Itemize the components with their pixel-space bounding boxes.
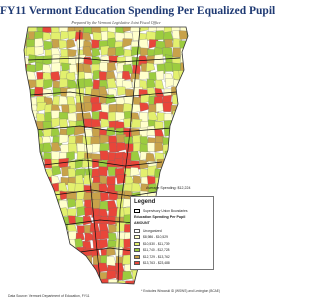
town-polygon: [20, 265, 29, 274]
town-polygon: [99, 239, 108, 249]
town-polygon: [19, 158, 28, 168]
town-polygon: [108, 224, 117, 233]
average-spending-label: Average Spending: $12,224: [146, 186, 191, 190]
town-polygon: [19, 191, 29, 200]
town-polygon: [20, 120, 30, 129]
legend-class-4: [134, 254, 170, 259]
legend-class-label: $13,763 - $23,488: [143, 261, 170, 265]
town-polygon: [27, 241, 37, 250]
town-polygon: [188, 40, 198, 51]
town-polygon: [52, 255, 61, 265]
town-polygon: [91, 103, 101, 112]
boundary-swatch: [134, 209, 140, 213]
town-polygon: [68, 31, 76, 40]
town-polygon: [69, 264, 78, 273]
town-polygon: [42, 281, 52, 290]
town-polygon: [21, 145, 31, 154]
town-polygon: [140, 279, 150, 289]
town-polygon: [180, 87, 189, 97]
town-polygon: [45, 230, 55, 240]
town-polygon: [109, 191, 118, 200]
legend-class-label: $11,740 - $12,728: [143, 248, 170, 252]
town-polygon: [37, 247, 47, 256]
town-polygon: [146, 153, 156, 162]
town-polygon: [66, 272, 75, 282]
town-polygon: [164, 63, 172, 72]
town-polygon: [20, 177, 29, 186]
legend-swatch: [134, 261, 140, 265]
town-polygon: [148, 23, 157, 32]
town-polygon: [180, 80, 188, 90]
town-polygon: [59, 79, 68, 88]
town-polygon: [59, 265, 69, 274]
town-polygon: [19, 151, 28, 160]
town-polygon: [180, 152, 189, 162]
town-polygon: [28, 137, 38, 146]
town-polygon: [165, 272, 174, 282]
town-polygon: [19, 279, 28, 289]
town-polygon: [51, 63, 61, 73]
town-polygon: [43, 192, 53, 201]
town-polygon: [28, 128, 38, 138]
town-polygon: [106, 270, 116, 279]
town-polygon: [37, 256, 45, 265]
town-polygon: [37, 240, 47, 250]
legend-measure: Education Spending Per Pupil: [134, 215, 186, 219]
town-polygon: [37, 184, 46, 193]
town-polygon: [187, 120, 196, 129]
town-polygon: [122, 39, 132, 48]
town-polygon: [181, 135, 191, 145]
legend-class-1: [134, 235, 168, 240]
town-polygon: [51, 118, 59, 128]
town-polygon: [67, 199, 76, 208]
town-polygon: [26, 281, 36, 290]
town-polygon: [132, 183, 142, 192]
town-polygon: [21, 239, 31, 248]
town-polygon: [155, 279, 164, 288]
town-polygon: [189, 271, 199, 281]
legend-swatch: [134, 235, 140, 239]
town-polygon: [188, 279, 197, 289]
legend-class-label: $8,986 - $10,529: [143, 235, 168, 239]
town-polygon: [67, 248, 77, 258]
town-polygon: [155, 142, 164, 152]
town-polygon: [36, 175, 45, 184]
town-polygon: [76, 255, 85, 264]
town-polygon: [21, 135, 30, 145]
town-polygon: [51, 208, 60, 217]
town-polygon: [163, 175, 171, 184]
town-polygon: [188, 64, 198, 74]
town-polygon: [149, 273, 159, 282]
town-polygon: [35, 47, 44, 56]
town-polygon: [59, 232, 68, 241]
town-polygon: [180, 120, 190, 129]
town-polygon: [100, 151, 109, 161]
town-polygon: [51, 215, 60, 225]
town-polygon: [60, 256, 70, 265]
footnote: * Excludes Winooski ID (WSWS) and Lexington (BCAE): [141, 289, 220, 293]
town-polygon: [27, 71, 36, 80]
town-polygon: [20, 208, 29, 217]
town-polygon: [170, 273, 180, 282]
town-polygon: [51, 223, 60, 232]
town-polygon: [36, 113, 45, 122]
town-polygon: [187, 160, 197, 169]
town-polygon: [50, 279, 60, 288]
town-polygon: [165, 39, 173, 48]
town-polygon: [26, 199, 36, 209]
town-polygon: [188, 167, 197, 177]
town-polygon: [20, 80, 28, 89]
town-polygon: [100, 193, 109, 202]
town-polygon: [68, 80, 78, 89]
town-polygon: [187, 127, 197, 136]
town-polygon: [53, 273, 63, 282]
town-polygon: [53, 88, 62, 97]
town-polygon: [82, 158, 93, 167]
town-polygon: [28, 184, 38, 194]
town-polygon: [187, 89, 197, 99]
town-polygon: [131, 104, 140, 113]
town-polygon: [52, 233, 60, 243]
town-polygon: [187, 96, 197, 105]
town-polygon: [181, 94, 190, 104]
town-polygon: [59, 249, 69, 258]
town-polygon: [19, 112, 29, 121]
town-polygon: [21, 247, 31, 256]
town-polygon: [28, 248, 38, 258]
town-polygon: [45, 208, 55, 218]
town-polygon: [69, 105, 77, 114]
map-subtitle: Prepared by the Vermont Legislative Joint Fiscal Office: [71, 20, 161, 25]
town-polygon: [21, 272, 30, 282]
town-polygon: [27, 207, 38, 217]
town-polygon: [140, 103, 150, 112]
town-polygon: [188, 113, 197, 123]
town-polygon: [189, 135, 199, 144]
town-polygon: [92, 144, 100, 153]
legend-swatch: [134, 248, 140, 252]
town-polygon: [52, 249, 61, 258]
town-polygon: [19, 184, 28, 193]
town-polygon: [29, 224, 39, 234]
town-polygon: [28, 257, 37, 266]
legend-swatch: [134, 242, 140, 246]
town-polygon: [29, 151, 38, 161]
town-polygon: [67, 256, 77, 266]
town-polygon: [164, 160, 173, 170]
town-polygon: [83, 265, 93, 275]
town-polygon: [19, 167, 29, 176]
town-polygon: [163, 102, 173, 112]
town-polygon: [74, 126, 85, 135]
town-polygon: [186, 104, 196, 114]
town-polygon: [44, 200, 54, 209]
town-polygon: [26, 216, 36, 225]
town-polygon: [156, 71, 164, 81]
town-polygon: [180, 176, 189, 185]
town-polygon: [36, 224, 45, 233]
data-source: Data Source: Vermont Department of Education, FY11: [8, 294, 90, 298]
town-polygon: [179, 113, 189, 122]
town-polygon: [43, 79, 52, 89]
town-polygon: [35, 192, 44, 201]
town-polygon: [189, 174, 199, 184]
town-polygon: [52, 166, 61, 176]
town-polygon: [51, 263, 61, 273]
legend-class-label: Unorganized: [143, 228, 162, 233]
town-polygon: [36, 230, 46, 240]
town-polygon: [43, 256, 53, 265]
town-polygon: [28, 263, 37, 272]
town-polygon: [172, 176, 181, 185]
town-polygon: [181, 160, 190, 170]
town-polygon: [43, 247, 53, 257]
town-polygon: [108, 279, 118, 288]
town-polygon: [171, 105, 179, 114]
town-polygon: [189, 152, 199, 162]
town-polygon: [188, 79, 197, 88]
town-polygon: [173, 129, 183, 138]
town-polygon: [28, 161, 37, 170]
town-polygon: [20, 94, 29, 104]
town-polygon: [155, 80, 164, 89]
legend-swatch: [134, 255, 140, 259]
town-polygon: [36, 201, 45, 210]
town-polygon: [29, 167, 38, 176]
town-polygon: [173, 168, 183, 177]
town-polygon: [59, 135, 68, 144]
town-polygon: [123, 159, 132, 169]
town-polygon: [37, 215, 46, 225]
town-polygon: [26, 47, 35, 56]
legend-class-label: $12,729 - $13,762: [143, 254, 170, 259]
town-polygon: [188, 47, 197, 56]
town-polygon: [107, 256, 117, 266]
town-polygon: [179, 105, 188, 114]
town-polygon: [178, 279, 187, 289]
town-polygon: [28, 24, 38, 33]
town-polygon: [27, 270, 38, 279]
town-polygon: [59, 119, 68, 128]
town-polygon: [36, 279, 45, 288]
town-polygon: [51, 128, 60, 137]
town-polygon: [76, 272, 86, 281]
town-polygon: [21, 232, 31, 243]
town-polygon: [29, 192, 39, 201]
town-polygon: [179, 168, 188, 178]
town-polygon: [18, 215, 29, 224]
legend-amount-label: AMOUNT: [134, 221, 150, 225]
town-polygon: [20, 102, 29, 112]
town-polygon: [139, 39, 148, 49]
town-polygon: [115, 158, 124, 168]
town-polygon: [173, 152, 183, 161]
map-title: FY11 Vermont Education Spending Per Equalized Pupil: [0, 5, 276, 17]
town-polygon: [36, 169, 46, 178]
town-polygon: [75, 175, 83, 185]
legend-class-3: [134, 248, 170, 253]
town-polygon: [84, 255, 92, 265]
town-polygon: [117, 143, 126, 152]
town-polygon: [100, 135, 110, 144]
legend-class-0: [134, 228, 162, 233]
town-polygon: [44, 265, 54, 274]
town-polygon: [165, 78, 174, 87]
town-polygon: [21, 88, 31, 97]
town-polygon: [180, 143, 191, 153]
town-polygon: [189, 144, 198, 153]
map-legend: [130, 196, 214, 270]
town-polygon: [99, 167, 108, 177]
town-polygon: [131, 151, 140, 160]
town-polygon: [18, 255, 28, 264]
town-polygon: [43, 32, 52, 41]
town-polygon: [28, 177, 38, 186]
town-polygon: [68, 231, 77, 240]
legend-class-5: [134, 261, 170, 266]
town-polygon: [37, 271, 46, 281]
legend-class-label: $10,530 - $11,739: [143, 241, 170, 246]
town-polygon: [171, 137, 180, 146]
town-polygon: [107, 176, 116, 185]
town-polygon: [43, 216, 52, 225]
town-polygon: [19, 199, 28, 209]
town-polygon: [172, 118, 181, 128]
town-polygon: [157, 270, 166, 279]
town-polygon: [29, 143, 38, 153]
town-polygon: [188, 25, 197, 34]
town-polygon: [172, 280, 181, 289]
town-polygon: [180, 54, 191, 64]
town-polygon: [28, 232, 38, 241]
town-polygon: [42, 24, 52, 33]
legend-class-2: [134, 241, 170, 246]
town-polygon: [188, 72, 196, 81]
town-polygon: [179, 128, 188, 137]
town-polygon: [19, 129, 29, 138]
town-polygon: [173, 48, 182, 57]
town-polygon: [179, 272, 188, 282]
town-polygon: [107, 62, 116, 72]
town-polygon: [187, 57, 197, 66]
town-polygon: [67, 40, 76, 49]
town-polygon: [52, 238, 62, 248]
town-polygon: [43, 240, 53, 250]
town-polygon: [35, 38, 44, 48]
town-polygon: [59, 241, 68, 250]
town-polygon: [140, 272, 149, 281]
town-polygon: [164, 167, 174, 176]
town-polygon: [173, 143, 183, 153]
town-polygon: [36, 207, 46, 216]
town-polygon: [45, 270, 54, 280]
town-polygon: [173, 159, 183, 170]
legend-title: Legend: [134, 199, 156, 205]
town-polygon: [67, 97, 75, 106]
town-polygon: [20, 225, 30, 235]
town-polygon: [76, 264, 85, 273]
legend-swatch: [134, 229, 140, 233]
town-polygon: [83, 273, 91, 282]
town-polygon: [59, 273, 68, 283]
town-polygon: [37, 263, 47, 273]
town-polygon: [43, 223, 52, 232]
legend-boundary: Supervisory Union Boundaries: [134, 208, 188, 213]
